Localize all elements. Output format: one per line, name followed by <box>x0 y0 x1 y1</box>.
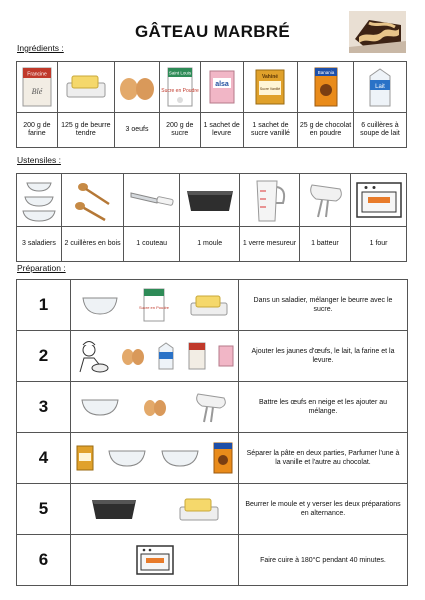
cake-mold-icon <box>180 174 240 227</box>
tools-table <box>16 173 407 262</box>
milk-carton-icon <box>353 62 406 113</box>
ingredient-label: 200 g de sucre <box>159 113 200 148</box>
step-row <box>17 484 408 535</box>
bowl-icon <box>159 446 201 470</box>
ingredient-label: 200 g de farine <box>17 113 58 148</box>
marble-cake-photo <box>349 11 406 53</box>
step-row <box>17 382 408 433</box>
tool-label: 2 cuillères en bois <box>61 227 123 262</box>
step-number: 6 <box>17 535 71 586</box>
vanilla-sugar-icon <box>75 444 95 472</box>
step-text: Dans un saladier, mélanger le beurre avec le sucre. <box>239 280 408 331</box>
step-text: Faire cuire à 180°C pendant 40 minutes. <box>239 535 408 586</box>
flour-package-icon <box>187 341 207 371</box>
step-row <box>17 433 408 484</box>
butter-dish-icon <box>57 62 114 113</box>
tool-label: 1 moule <box>180 227 240 262</box>
bowl-icon <box>79 395 121 419</box>
eggs-icon <box>120 345 146 367</box>
eggs-icon <box>141 396 169 418</box>
milk-carton-icon <box>156 341 176 371</box>
step-number: 3 <box>17 382 71 433</box>
step-illustration <box>71 433 239 484</box>
sugar-box-icon <box>139 287 170 323</box>
tool-label: 1 four <box>351 227 407 262</box>
svg-text:Francine: Francine <box>27 71 47 78</box>
step-number: 2 <box>17 331 71 382</box>
mixer-icon <box>299 174 350 227</box>
ingredient-label: 1 sachet de sucre vanillé <box>243 113 297 148</box>
tool-label: 1 couteau <box>124 227 180 262</box>
cake-mold-icon <box>89 494 139 524</box>
wooden-spoons-icon <box>61 174 123 227</box>
svg-text:Sucre en Poudre: Sucre en Poudre <box>160 88 199 94</box>
svg-text:Banania: Banania <box>317 70 334 75</box>
ingredient-label: 1 sachet de levure <box>200 113 243 148</box>
tools-heading: Ustensiles : <box>17 155 61 165</box>
svg-text:Sucre en Poudre: Sucre en Poudre <box>139 305 170 310</box>
svg-text:Vahiné: Vahiné <box>262 74 279 80</box>
bowl-icon <box>80 292 120 318</box>
ingredient-label: 3 oeufs <box>114 113 159 148</box>
svg-text:Lait: Lait <box>375 84 385 90</box>
ingredients-table <box>16 61 407 148</box>
ingredients-heading: Ingrédients : <box>17 43 64 53</box>
ingredient-label: 125 g de beurre tendre <box>57 113 114 148</box>
step-illustration <box>71 280 239 331</box>
tool-label: 3 saladiers <box>17 227 62 262</box>
page-title: GÂTEAU MARBRÉ <box>134 22 290 41</box>
step-text: Battre les œufs en neige et les ajouter au mélange. <box>239 382 408 433</box>
step-text: Beurrer le moule et y verser les deux préparations en alternance. <box>239 484 408 535</box>
step-illustration <box>71 535 239 586</box>
svg-text:alsa: alsa <box>214 81 229 88</box>
step-row <box>17 280 408 331</box>
butter-dish-icon <box>178 494 220 524</box>
yeast-sachet-icon <box>217 344 235 368</box>
step-illustration <box>71 484 239 535</box>
svg-text:Sucre Vanillé: Sucre Vanillé <box>260 87 281 91</box>
step-illustration <box>71 382 239 433</box>
mixer-icon <box>190 390 230 424</box>
sugar-box-icon <box>159 62 200 113</box>
bowls-icon <box>17 174 62 227</box>
step-number: 1 <box>17 280 71 331</box>
svg-text:Saint Louis: Saint Louis <box>168 70 191 76</box>
step-row <box>17 331 408 382</box>
step-illustration <box>71 331 239 382</box>
ingredient-label: 25 g de chocolat en poudre <box>298 113 354 148</box>
butter-dish-icon <box>189 291 229 319</box>
step-row <box>17 535 408 586</box>
svg-text:Blé: Blé <box>31 87 43 96</box>
yeast-sachet-icon <box>200 62 243 113</box>
vanilla-sugar-icon <box>243 62 297 113</box>
step-text: Séparer la pâte en deux parties, Parfumer l'une à la vanille et l'autre au chocolat. <box>239 433 408 484</box>
oven-icon <box>351 174 407 227</box>
oven-icon <box>135 544 175 576</box>
bowl-icon <box>106 446 148 470</box>
measuring-cup-icon <box>240 174 299 227</box>
step-number: 5 <box>17 484 71 535</box>
ingredient-label: 6 cuillères à soupe de lait <box>353 113 406 148</box>
cocoa-box-icon <box>212 441 234 475</box>
preparation-heading: Préparation : <box>17 263 66 273</box>
flour-package-icon <box>17 62 58 113</box>
cocoa-box-icon <box>298 62 354 113</box>
preparation-table <box>16 279 408 586</box>
tool-label: 1 verre mesureur <box>240 227 299 262</box>
step-number: 4 <box>17 433 71 484</box>
knife-icon <box>124 174 180 227</box>
eggs-icon <box>114 62 159 113</box>
chef-icon <box>74 338 110 374</box>
tool-label: 1 batteur <box>299 227 350 262</box>
step-text: Ajouter les jaunes d'œufs, le lait, la farine et la levure. <box>239 331 408 382</box>
